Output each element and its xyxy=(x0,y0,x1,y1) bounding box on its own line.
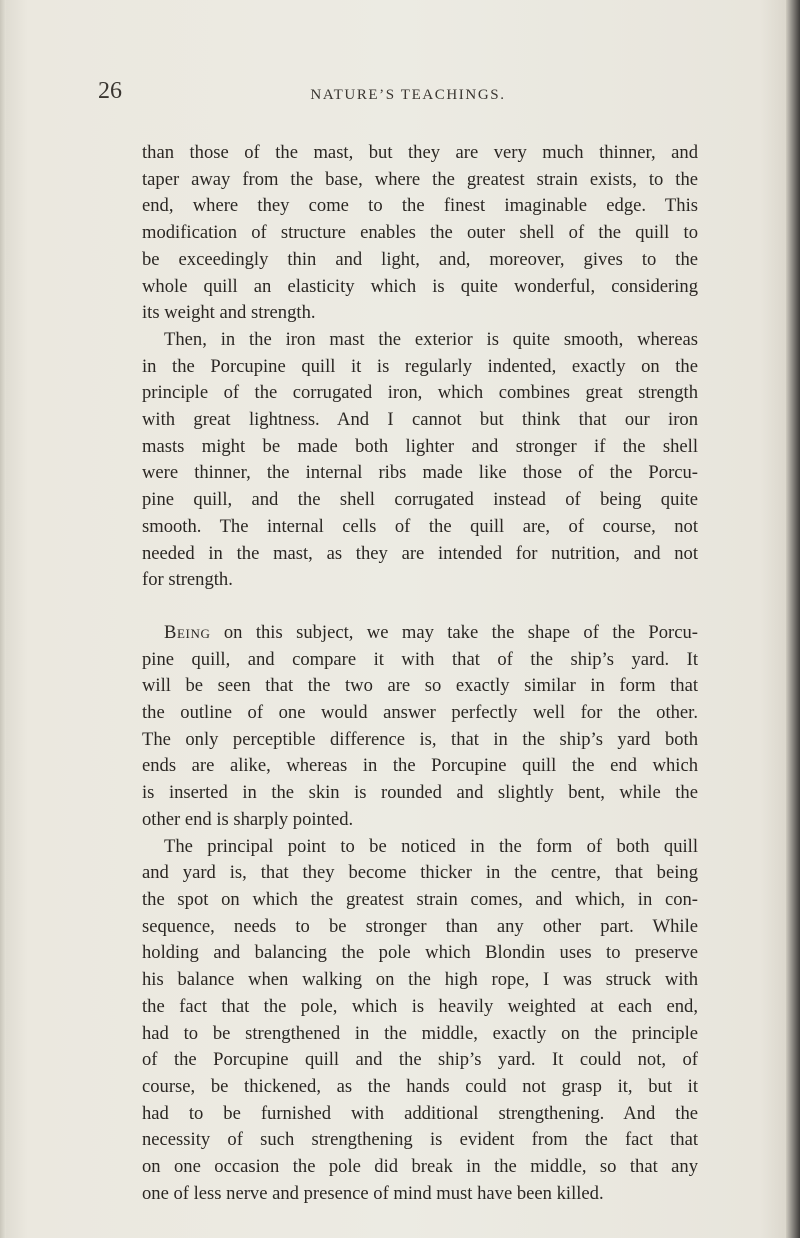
text-line: his balance when walking on the high rope, I was struck with xyxy=(142,969,698,991)
text-line: were thinner, the internal ribs made like those of the Porcu- xyxy=(142,462,698,484)
text-line: in the Porcupine quill it is regularly indented, exactly on the xyxy=(142,355,698,377)
text-line: had to be furnished with additional strengthening. And the xyxy=(142,1102,698,1124)
lead-word: Being xyxy=(164,621,211,643)
text-line: The principal point to be noticed in the form of both quill xyxy=(164,835,698,857)
text-line: pine quill, and the shell corrugated instead of being quite xyxy=(142,489,698,511)
text-line: with great lightness. And I cannot but think that our iron xyxy=(142,409,698,431)
text-line: taper away from the base, where the greatest strain exists, to the xyxy=(142,168,698,190)
paragraph-4 xyxy=(142,834,698,1208)
text-line: needed in the mast, as they are intended for nutrition, and not xyxy=(142,542,698,564)
text-line: course, be thickened, as the hands could not grasp it, but it xyxy=(142,1075,698,1097)
page-left-edge xyxy=(0,0,6,1238)
page-number: 26 xyxy=(98,78,122,104)
paragraph-2 xyxy=(142,327,698,594)
text-line: end, where they come to the finest imaginable edge. This xyxy=(142,195,698,217)
text-line: than those of the mast, but they are very much thinner, and xyxy=(142,142,698,163)
text-line: other end is sharply pointed. xyxy=(142,808,354,830)
text-line: on one occasion the pole did break in the middle, so that any xyxy=(142,1156,698,1178)
text-line: pine quill, and compare it with that of the ship’s yard. It xyxy=(142,648,698,670)
text-line: necessity of such strengthening is evident from the fact that xyxy=(142,1129,698,1151)
text-line: be exceedingly thin and light, and, moreover, gives to the xyxy=(142,248,698,270)
text-line: the outline of one would answer perfectly well for the other. xyxy=(142,702,698,724)
text-line: the spot on which the greatest strain comes, and which, in con- xyxy=(142,888,698,910)
page-header xyxy=(98,78,718,114)
text-line: the fact that the pole, which is heavily weighted at each end, xyxy=(142,995,698,1017)
text-line: one of less nerve and presence of mind must have been killed. xyxy=(142,1182,604,1204)
text-line: whole quill an elasticity which is quite wonderful, considering xyxy=(142,275,698,297)
text-line: had to be strengthened in the middle, exactly on the principle xyxy=(142,1022,698,1044)
text-line: smooth. The internal cells of the quill are, of course, not xyxy=(142,515,698,537)
text-line: ends are alike, whereas in the Porcupine quill the end which xyxy=(142,755,698,777)
paragraph-3 xyxy=(142,620,698,834)
text-line: will be seen that the two are so exactly similar in form that xyxy=(142,675,698,697)
text-line: of the Porcupine quill and the ship’s yard. It could not, of xyxy=(142,1049,698,1071)
paragraph-1 xyxy=(142,140,698,327)
section-gap xyxy=(142,594,698,620)
text-line: principle of the corrugated iron, which combines great strength xyxy=(142,382,698,404)
text-line: for strength. xyxy=(142,569,233,591)
text-line: holding and balancing the pole which Blondin uses to preserve xyxy=(142,942,698,964)
text-line: sequence, needs to be stronger than any other part. While xyxy=(142,915,698,937)
text-line: modification of structure enables the outer shell of the quill to xyxy=(142,222,698,244)
running-head: NATURE’S TEACHINGS. xyxy=(310,87,506,103)
text-line: is inserted in the skin is rounded and slightly bent, while the xyxy=(142,782,698,804)
text-line: its weight and strength. xyxy=(142,302,316,324)
text-line: Then, in the iron mast the exterior is quite smooth, whereas xyxy=(164,328,698,350)
text-line: and yard is, that they become thicker in the centre, that being xyxy=(142,862,698,884)
text-line xyxy=(142,620,698,647)
text-line-rest: on this subject, we may take the shape of the Porcu- xyxy=(210,621,698,643)
body-text xyxy=(142,140,698,1207)
page-right-edge-shadow xyxy=(786,0,800,1238)
text-line: The only perceptible difference is, that in the ship’s yard both xyxy=(142,728,698,750)
text-line: masts might be made both lighter and stronger if the shell xyxy=(142,435,698,457)
